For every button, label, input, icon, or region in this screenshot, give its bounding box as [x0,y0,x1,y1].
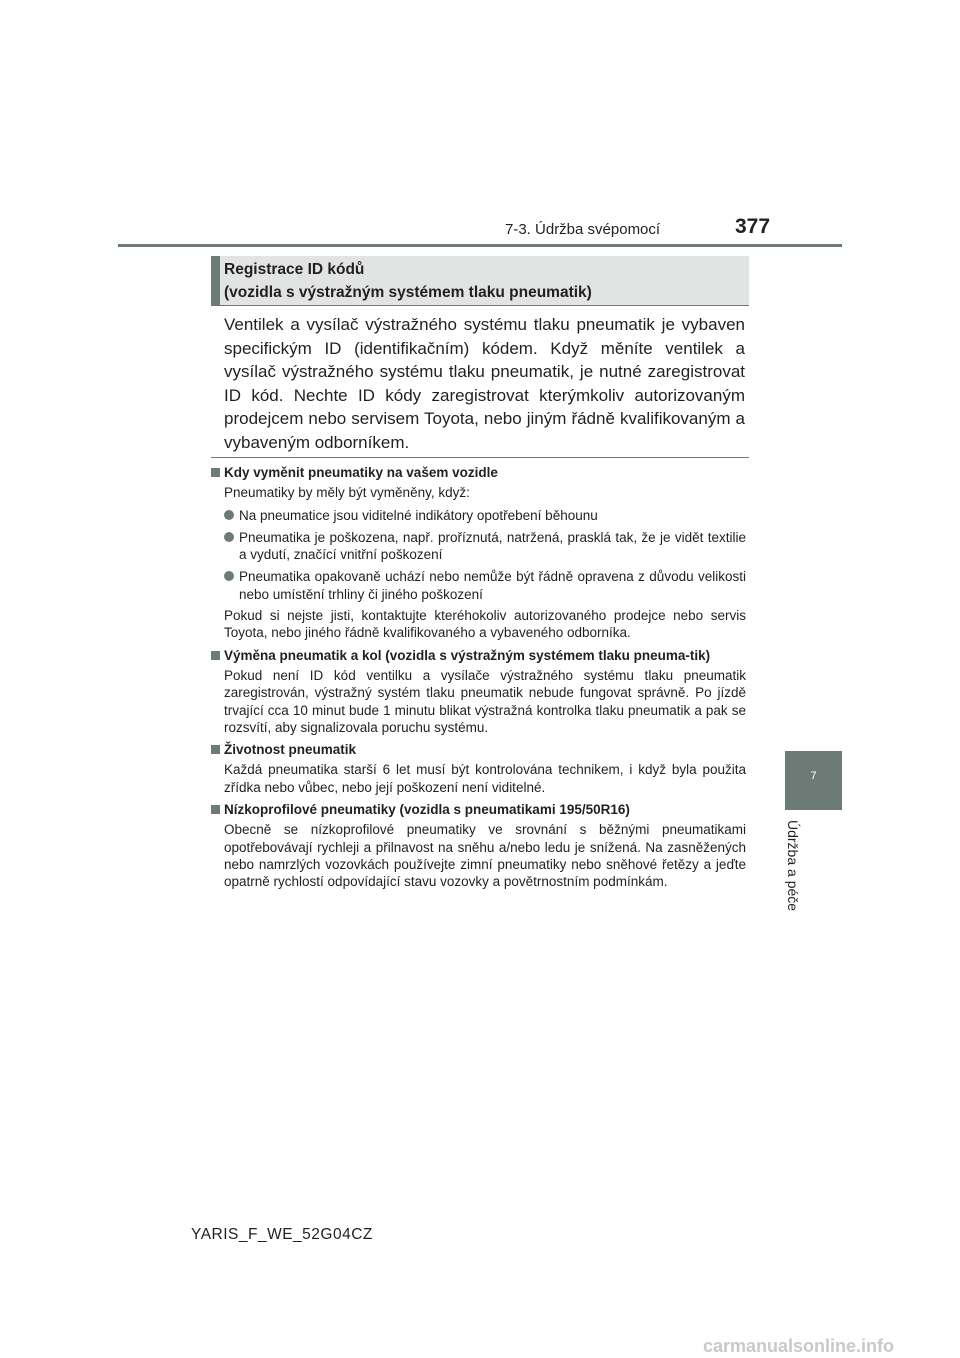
square-bullet-icon [211,468,220,477]
square-bullet-icon [211,651,220,660]
section-heading: Životnost pneumatik [211,741,746,758]
header-divider [118,244,842,247]
chapter-label: Údržba a péče [785,820,801,912]
section-divider [211,457,749,458]
info-box-body: Ventilek a vysílač výstražného systému tlaku pneumatik je vybaven specifickým ID (identifikačním) kódem. Když měníte ventilek a vysílač výstražného systému tlaku pneumatik, je nutné zaregistrovat ID kód. Nechte ID kódy zaregistrovat kterýmkoliv autorizovaným prodejcem nebo servisem Toyota, nebo jiným řádně kvalifikovaným a vybaveným odborníkem. [224,315,745,452]
chapter-number: 7 [810,770,817,782]
circle-bullet-icon [224,532,234,542]
section-heading: Výměna pneumatik a kol (vozidla s výstražným systémem tlaku pneuma-tik) [211,647,746,664]
paragraph: Každá pneumatika starší 6 let musí být kontrolována technikem, i když byla použita zřídka nebo vůbec, nebo její poškození není viditelné. [224,762,746,795]
watermark: carmanualsonline.info [703,1336,895,1356]
info-box-subtitle: (vozidla s výstražným systémem tlaku pneumatik) [224,284,592,301]
page-number: 377 [735,215,771,238]
paragraph: Pokud si nejste jisti, kontaktujte kteréhokoliv autorizovaného prodejce nebo servis Toyota, nebo jiného řádně kvalifikovaného a vybaveného odborníka. [224,608,746,641]
chapter-tab [785,751,842,810]
list-item: Na pneumatice jsou viditelné indikátory opotřebení běhounu [211,507,746,524]
paragraph: Obecně se nízkoprofilové pneumatiky ve srovnání s běžnými pneumatikami opotřebovávají rychleji a přilnavost na sněhu a/nebo ledu je snížená. Na zasněžených nebo namrzlých vozovkách používejte zimní pneumatiky nebo sněhové řetězy a jeďte opatrně rychlostí odpovídající stavu vozovky a povětrnostním podmínkám. [224,822,746,890]
square-bullet-icon [211,805,220,814]
info-box-heading [211,256,749,306]
circle-bullet-icon [224,571,234,581]
section-heading: Kdy vyměnit pneumatiky na vašem vozidle [211,464,746,481]
paragraph: Pneumatiky by měly být vyměněny, když: [224,485,470,501]
paragraph: Pokud není ID kód ventilku a vysílače výstražného systému tlaku pneumatik zaregistrován, výstražný systém tlaku pneumatik nebude fungovat správně. Po jízdě trvající cca 10 minut bude 1 minutu blikat výstražná kontrolka tlaku pneumatik a pak se rozsvítí, aby signalizovala poruchu systému. [224,667,746,735]
list-item: Pneumatika opakovaně uchází nebo nemůže být řádně opravena z důvodu velikosti nebo umístění trhliny či jiného poškození [211,568,746,603]
square-bullet-icon [211,745,220,754]
section-heading: Nízkoprofilové pneumatiky (vozidla s pneumatikami 195/50R16) [211,801,746,818]
section-title: 7-3. Údržba svépomocí [505,221,661,238]
circle-bullet-icon [224,510,234,520]
list-item: Pneumatika je poškozena, např. proříznutá, natržená, prasklá tak, že je vidět textilie a vydutí, značící vnitřní poškození [211,529,746,564]
document-code: YARIS_F_WE_52G04CZ [191,1226,373,1243]
main-content [211,464,746,891]
info-box-title: Registrace ID kódů [224,261,365,278]
